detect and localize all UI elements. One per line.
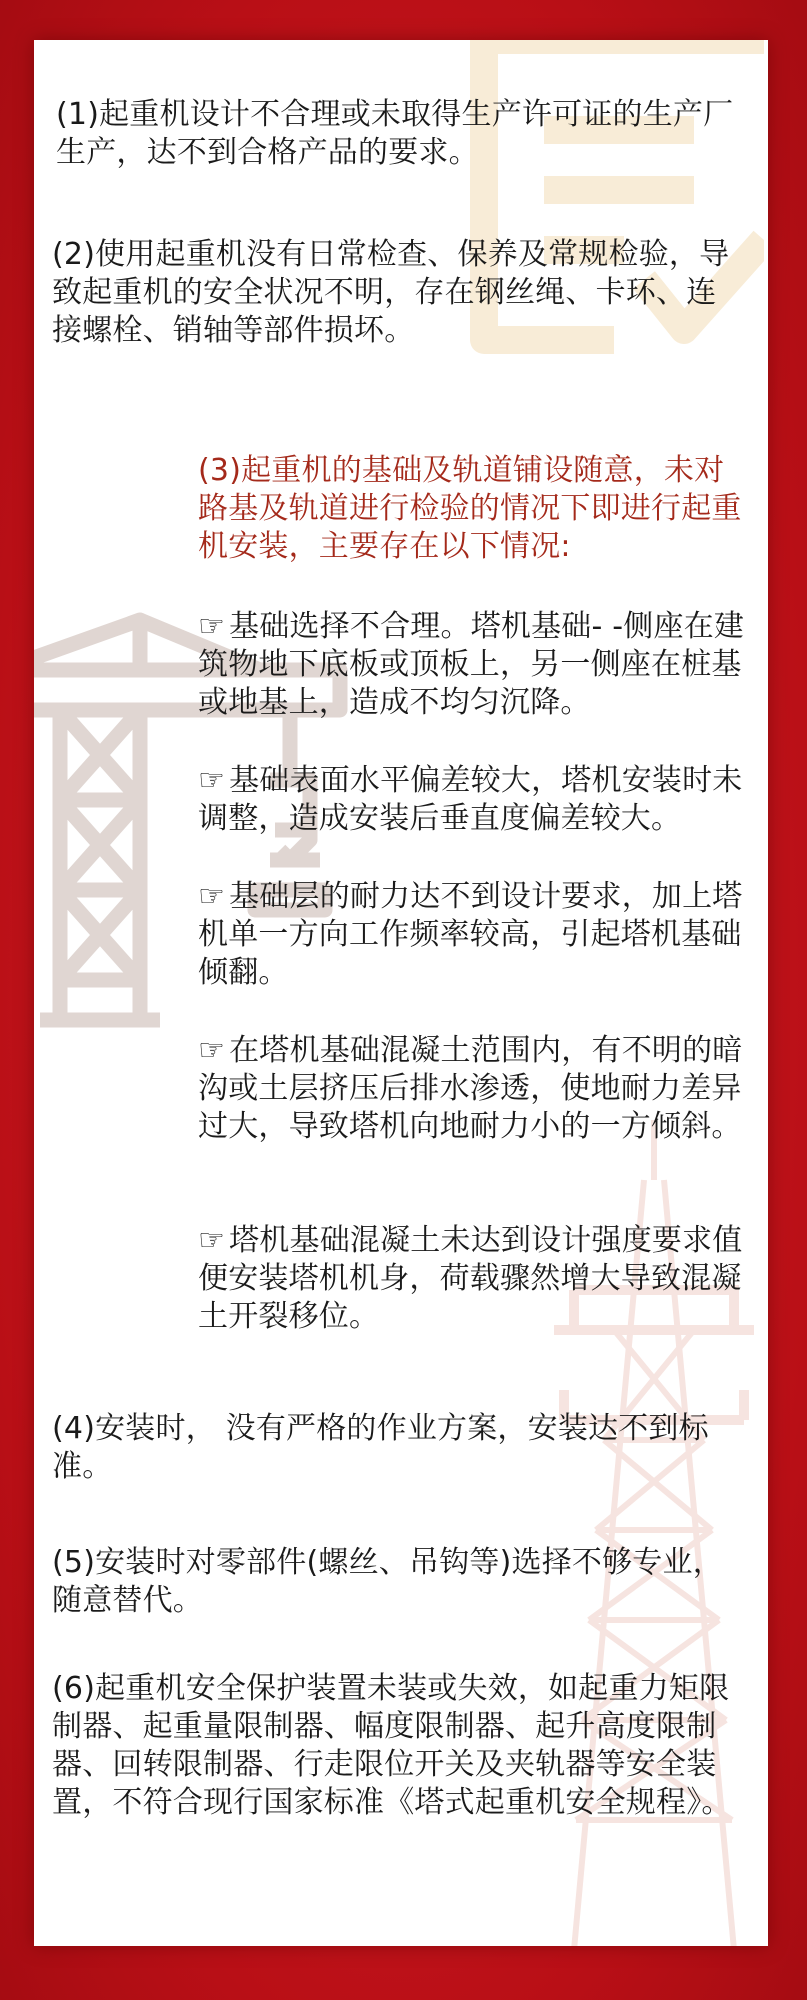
bullet-text: 基础表面水平偏差较大，塔机安装时未调整，造成安装后垂直度偏差较大。 bbox=[198, 763, 743, 836]
bullet-text: 在塔机基础混凝土范围内，有不明的暗沟或土层挤压后排水渗透，使地耐力差异过大，导致塔机向地耐力小的一方倾斜。 bbox=[198, 1033, 743, 1144]
bullet-item bbox=[198, 1032, 746, 1146]
paragraph-6: (6)起重机安全保护装置未装或失效，如起重力矩限制器、起重量限制器、幅度限制器、起升高度限制器、回转限制器、行走限位开关及夹轨器等安全装置，不符合现行国家标准《塔式起重机安全规程》。 bbox=[52, 1671, 732, 1820]
paragraph-1: (1)起重机设计不合理或未取得生产许可证的生产厂生产，达不到合格产品的要求。 bbox=[56, 97, 734, 170]
paragraph-4: (4)安装时， 没有严格的作业方案，安装达不到标准。 bbox=[52, 1411, 709, 1484]
pointing-hand-icon: ☞ bbox=[198, 1033, 226, 1068]
bullet-text: 基础选择不合理。塔机基础- -侧座在建筑物地下底板或顶板上，另一侧座在桩基或地基上，造成不均匀沉降。 bbox=[198, 609, 745, 720]
bullet-text: 塔机基础混凝土未达到设计强度要求值便安装塔机机身，荷载骤然增大导致混凝土开裂移位。 bbox=[198, 1223, 743, 1334]
pointing-hand-icon: ☞ bbox=[198, 879, 226, 914]
bullet-text: 基础层的耐力达不到设计要求，加上塔机单一方向工作频率较高，引起塔机基础倾翻。 bbox=[198, 879, 743, 990]
pointing-hand-icon: ☞ bbox=[198, 609, 226, 644]
bullet-item bbox=[198, 878, 746, 992]
content-card bbox=[34, 40, 768, 1946]
bullet-item bbox=[198, 762, 746, 838]
bullet-item bbox=[198, 1222, 746, 1336]
pointing-hand-icon: ☞ bbox=[198, 1223, 226, 1258]
paragraph-5: (5)安装时对零部件(螺丝、吊钩等)选择不够专业，随意替代。 bbox=[52, 1545, 723, 1618]
paragraph-3-heading: (3)起重机的基础及轨道铺设随意，未对路基及轨道进行检验的情况下即进行起重机安装，主要存在以下情况: bbox=[198, 453, 742, 564]
paragraph-2: (2)使用起重机没有日常检查、保养及常规检验，导致起重机的安全状况不明，存在钢丝绳、卡环、连接螺栓、销轴等部件损坏。 bbox=[52, 237, 730, 348]
bullet-item bbox=[198, 608, 746, 722]
pointing-hand-icon: ☞ bbox=[198, 763, 226, 798]
